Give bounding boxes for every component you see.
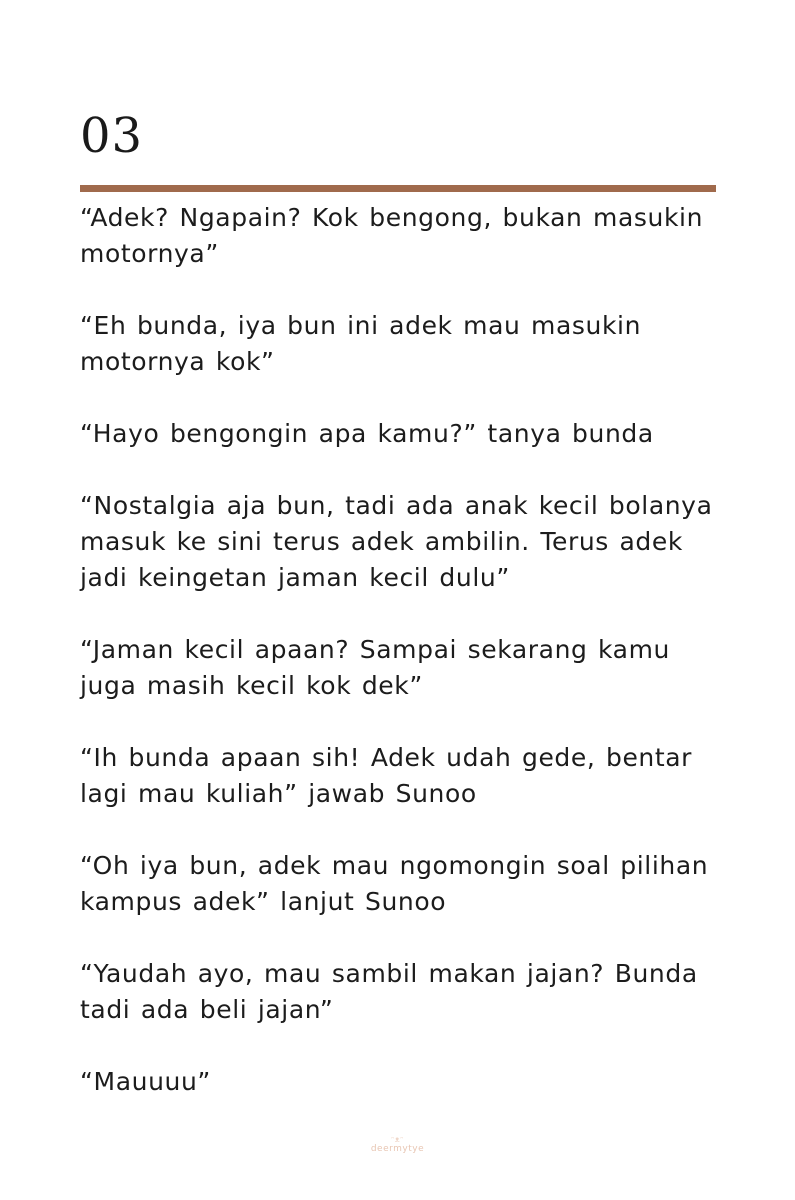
- paragraph-6: “Ih bunda apaan sih! Adek udah gede, bentar lagi mau kuliah” jawab Sunoo: [80, 743, 693, 808]
- watermark-text: deermytye: [370, 1144, 425, 1154]
- paragraph-9: “Mauuuu”: [80, 1067, 211, 1096]
- story-text: [80, 200, 720, 1136]
- paragraph-2: “Eh bunda, iya bun ini adek mau masukin motornya kok”: [80, 311, 642, 376]
- page-number: 03: [80, 108, 144, 164]
- paragraph-7: “Oh iya bun, adek mau ngomongin soal pilihan kampus adek” lanjut Sunoo: [80, 851, 709, 916]
- deer-icon: ᵔᴥᵔ: [391, 1135, 404, 1144]
- paragraph-1: “Adek? Ngapain? Kok bengong, bukan masukin motornya”: [80, 203, 704, 268]
- paragraph-5: “Jaman kecil apaan? Sampai sekarang kamu juga masih kecil kok dek”: [80, 635, 670, 700]
- divider: [80, 185, 716, 192]
- paragraph-4: “Nostalgia aja bun, tadi ada anak kecil bolanya masuk ke sini terus adek ambilin. Terus adek jadi keingetan jaman kecil dulu”: [80, 491, 713, 592]
- paragraph-8: “Yaudah ayo, mau sambil makan jajan? Bunda tadi ada beli jajan”: [80, 959, 698, 1024]
- paragraph-3: “Hayo bengongin apa kamu?” tanya bunda: [80, 419, 654, 448]
- watermark: [0, 1136, 795, 1154]
